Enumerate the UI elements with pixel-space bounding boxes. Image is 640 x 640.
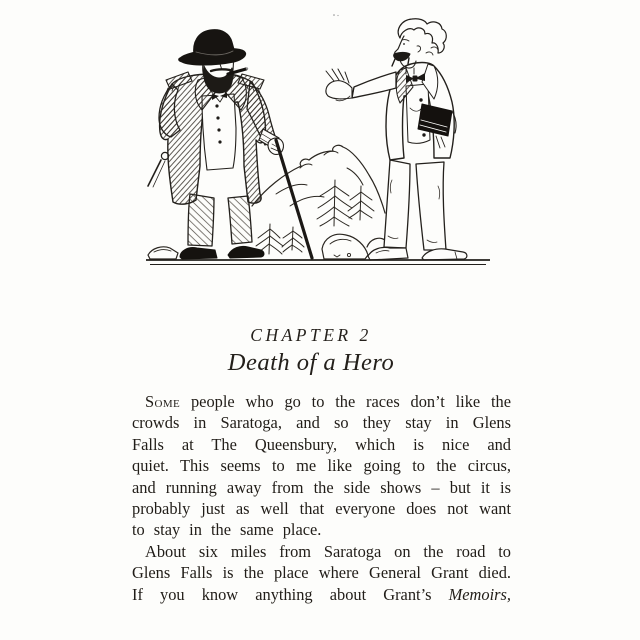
body-line-1-rest: people who go to the races don’t like the xyxy=(180,392,511,411)
twain-open-hand xyxy=(326,81,352,99)
body-text xyxy=(132,391,511,605)
chapter-number: CHAPTER 2 xyxy=(250,325,372,345)
body-line-10-pre: If you know anything about Grant’s xyxy=(132,584,449,604)
memoirs-italic: Memoirs, xyxy=(448,584,511,604)
grant-shoes xyxy=(180,246,264,259)
twain-trousers xyxy=(384,160,446,250)
body-line-1 xyxy=(132,391,511,412)
grant-trousers xyxy=(188,194,252,246)
fir-trees xyxy=(256,180,374,254)
body-line-10 xyxy=(132,584,511,605)
grant-vest xyxy=(202,94,236,170)
grant-figure xyxy=(148,30,312,259)
body-line-4: quiet. This seems to me like going to the circus, xyxy=(132,456,511,476)
twain-shoes xyxy=(368,247,467,260)
chapter-illustration xyxy=(138,8,502,272)
lead-word: Some xyxy=(145,392,181,411)
body-line-7: to stay in the same place. xyxy=(132,520,322,540)
chapter-title: Death of a Hero xyxy=(227,349,395,376)
body-line-8: About six miles from Saratoga on the road to xyxy=(145,541,511,561)
body-line-5: and running away from the side shows – but it is xyxy=(132,477,511,497)
body-line-6: probably just as well that everyone does not want xyxy=(132,499,511,519)
grant-scabbard xyxy=(148,152,169,187)
dust-speck xyxy=(333,14,338,16)
twain-figure xyxy=(326,19,467,260)
ground-line xyxy=(146,260,490,265)
body-line-3: Falls at The Queensbury, which is nice and xyxy=(132,434,511,454)
grant-cane xyxy=(276,140,312,258)
twain-mustache xyxy=(394,53,410,61)
mountains xyxy=(252,145,385,213)
twain-hair xyxy=(398,19,446,53)
body-line-2: crowds in Saratoga, and so they stay in Glens xyxy=(132,413,511,433)
grant-hat xyxy=(179,30,246,65)
twain-gesture-arm xyxy=(326,69,396,101)
body-line-9: Glens Falls is the place where General Grant died. xyxy=(132,563,511,583)
